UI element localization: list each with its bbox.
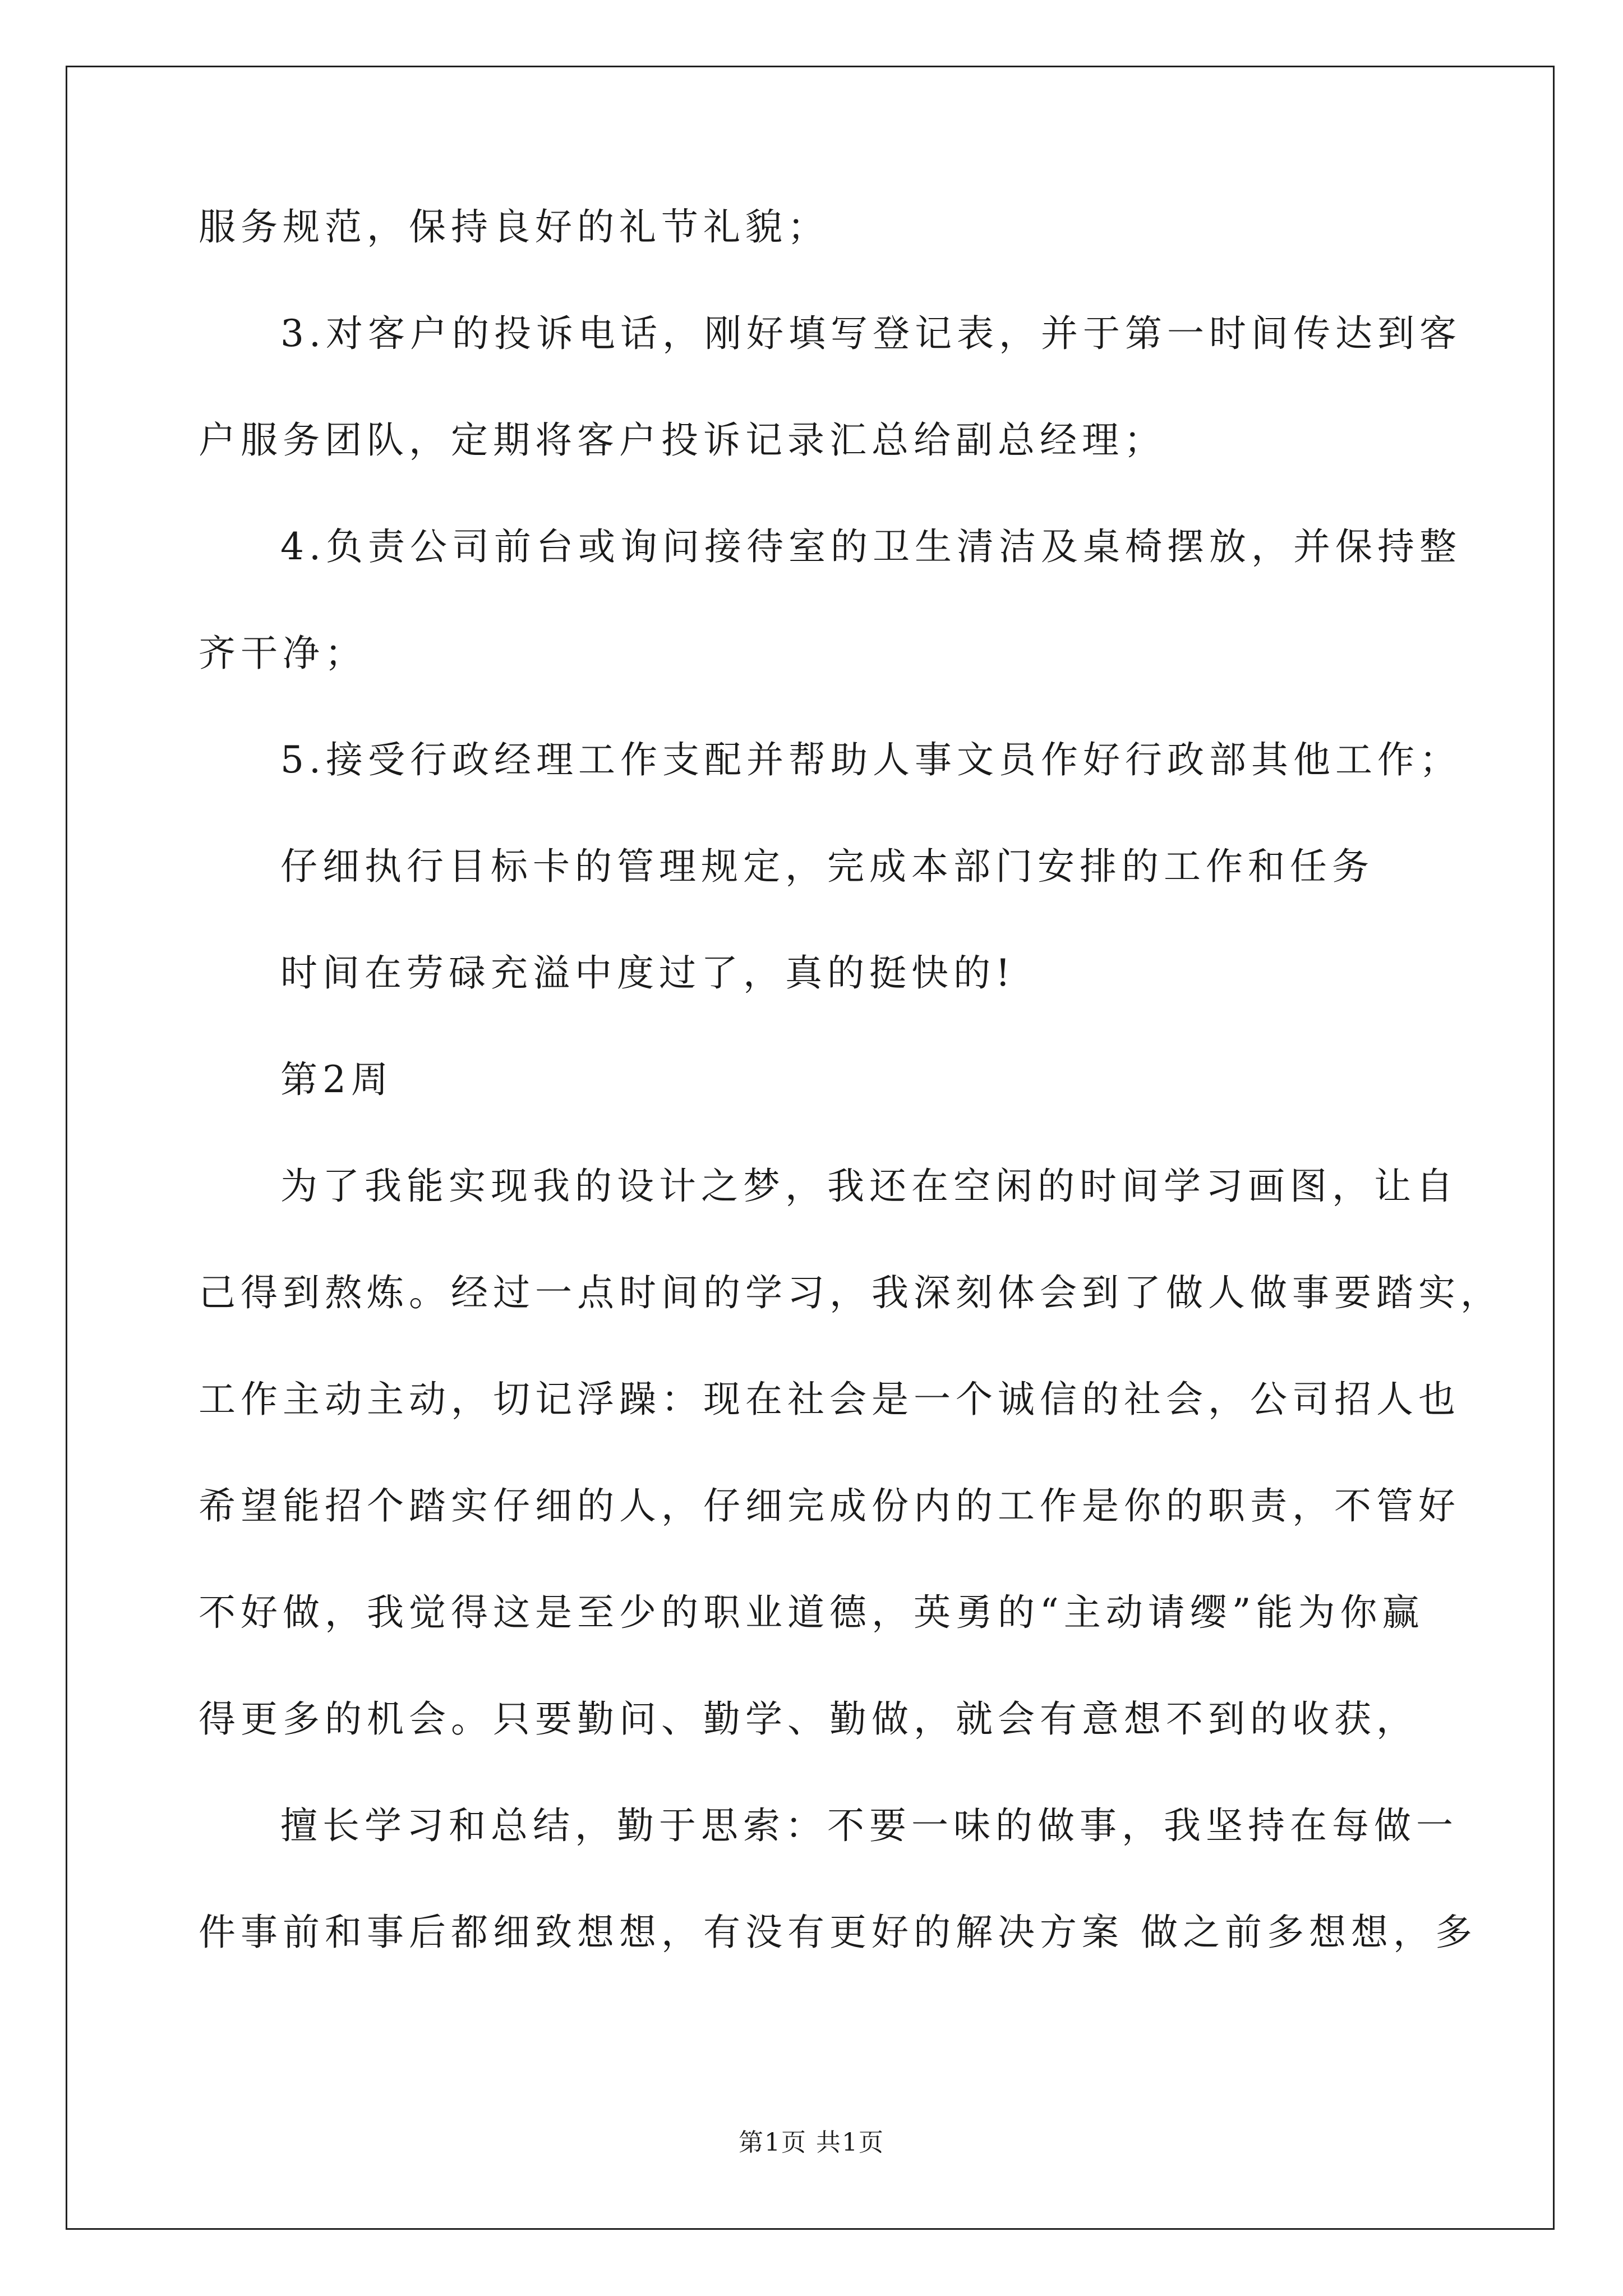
paragraph-line: 服务规范，保持良好的礼节礼貌； bbox=[199, 205, 829, 249]
paragraph-line: 希望能招个踏实仔细的人，仔细完成份内的工作是你的职责，不管好 bbox=[199, 1484, 1460, 1527]
paragraph-line: 件事前和事后都细致想想，有没有更好的解决方案 做之前多想想，多 bbox=[199, 1911, 1477, 1954]
paragraph-line: 仔细执行目标卡的管理规定，完成本部门安排的工作和任务 bbox=[280, 845, 1374, 888]
section-heading: 第2周 bbox=[280, 1058, 393, 1101]
paragraph-line: 5.接受行政经理工作支配并帮助人事文员作好行政部其他工作； bbox=[280, 738, 1461, 781]
paragraph-line: 得更多的机会。只要勤问、勤学、勤做，就会有意想不到的收获， bbox=[199, 1697, 1418, 1741]
paragraph-line: 为了我能实现我的设计之梦，我还在空闲的时间学习画图，让自 bbox=[280, 1165, 1458, 1208]
document-body bbox=[199, 205, 1502, 2021]
paragraph-line: 己得到熬炼。经过一点时间的学习，我深刻体会到了做人做事要踏实， bbox=[199, 1271, 1502, 1314]
paragraph-line: 4.负责公司前台或询问接待室的卫生清洁及桌椅摆放，并保持整 bbox=[280, 525, 1461, 568]
paragraph-line: 时间在劳碌充溢中度过了，真的挺快的! bbox=[280, 951, 1016, 995]
page-number-footer: 第1页 共1页 bbox=[739, 2128, 884, 2157]
paragraph-line: 擅长学习和总结，勤于思索：不要一味的做事，我坚持在每做一 bbox=[280, 1804, 1458, 1847]
paragraph-line: 工作主动主动，切记浮躁：现在社会是一个诚信的社会，公司招人也 bbox=[199, 1378, 1460, 1421]
paragraph-line: 不好做，我觉得这是至少的职业道德，英勇的“主动请缨”能为你赢 bbox=[199, 1591, 1424, 1634]
paragraph-line: 3.对客户的投诉电话，刚好填写登记表，并于第一时间传达到客 bbox=[280, 312, 1461, 355]
paragraph-line: 齐干净； bbox=[199, 632, 367, 675]
paragraph-line: 户服务团队，定期将客户投诉记录汇总给副总经理； bbox=[199, 418, 1166, 462]
